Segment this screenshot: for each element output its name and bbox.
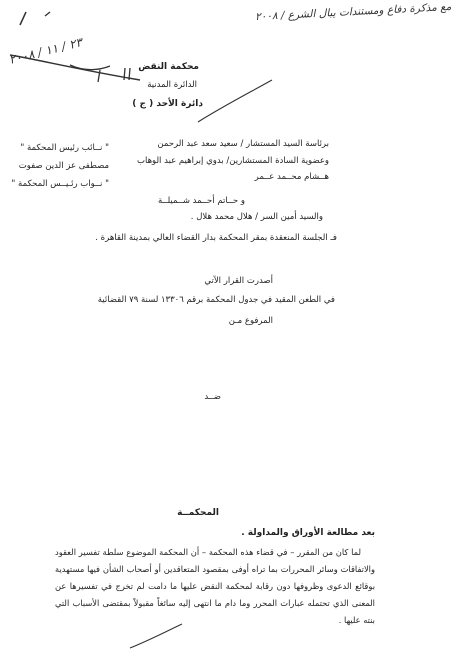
after-review-line: بعد مطالعة الأوراق والمداولة . bbox=[241, 528, 375, 538]
court-heading: المحكمــة bbox=[177, 508, 219, 518]
secretary-line: والسيد أمين السر / هلال محمد هلال . bbox=[190, 212, 323, 222]
chair-title: " نــائب رئيس المحكمة " bbox=[20, 143, 109, 153]
against-label: ضــد bbox=[204, 392, 221, 402]
handwritten-date-note: ٢٣ / ١١ / ٢٠٠٨ bbox=[7, 35, 84, 67]
member-2: مصطفى عز الدين صفوت bbox=[18, 161, 109, 171]
session-line: فـ الجلسة المنعقدة بمقر المحكمة بدار القضاء العالي بمدينة القاهرة . bbox=[95, 233, 337, 243]
court-division: الدائرة المدنية bbox=[147, 80, 197, 90]
member-4: و حــاتم أحــمد شــميلــة bbox=[158, 196, 245, 206]
decision-intro: أصدرت القرار الآتي bbox=[204, 276, 273, 286]
appeal-line: في الطعن المقيد في جدول المحكمة برقم ١٣٣٠٦ لسنة ٧٩ القضائية bbox=[97, 295, 335, 305]
handwritten-note-top: مع مذكرة دفاع ومستندات يبال الشرع / ٢٠٠٨ bbox=[254, 0, 452, 24]
chair-line: برئاسة السيد المستشار / سعيد سعد عبد الرحمن bbox=[157, 139, 329, 149]
members-title: " نــواب رئـيــس المحكمة " bbox=[11, 179, 109, 189]
member-3: هــشام محــمد عــمر bbox=[254, 172, 329, 182]
filed-by: المرفوع مـن bbox=[228, 316, 273, 326]
reasoning-paragraph: لما كان من المقرر – في قضاء هذه المحكمة – أن المحكمة الموضوع سلطة تفسير العقود والاتفاقات وسائر المحررات بما تراه أوفى بمقصود المتعاقدين أو أصحاب الشأن فيها مستهدية بوقائع الدعوى وظروفها دون رقابة لمحكمة النقض عليها ما دامت لم تخرج في تفسيرها عن المعنى الذي تحتمله عبارات المحرر وما دام ما انتهى إليه سائغاً مقبولاً بمقتضى الأسباب التي بنته عليها . bbox=[55, 547, 375, 625]
members-line: وعضوية السادة المستشارين/ بدوي إبراهيم عبد الوهاب bbox=[136, 156, 329, 166]
court-name: محكمة النقض bbox=[138, 62, 199, 72]
court-circuit: دائرة الأحد ( ج ) bbox=[132, 99, 203, 109]
